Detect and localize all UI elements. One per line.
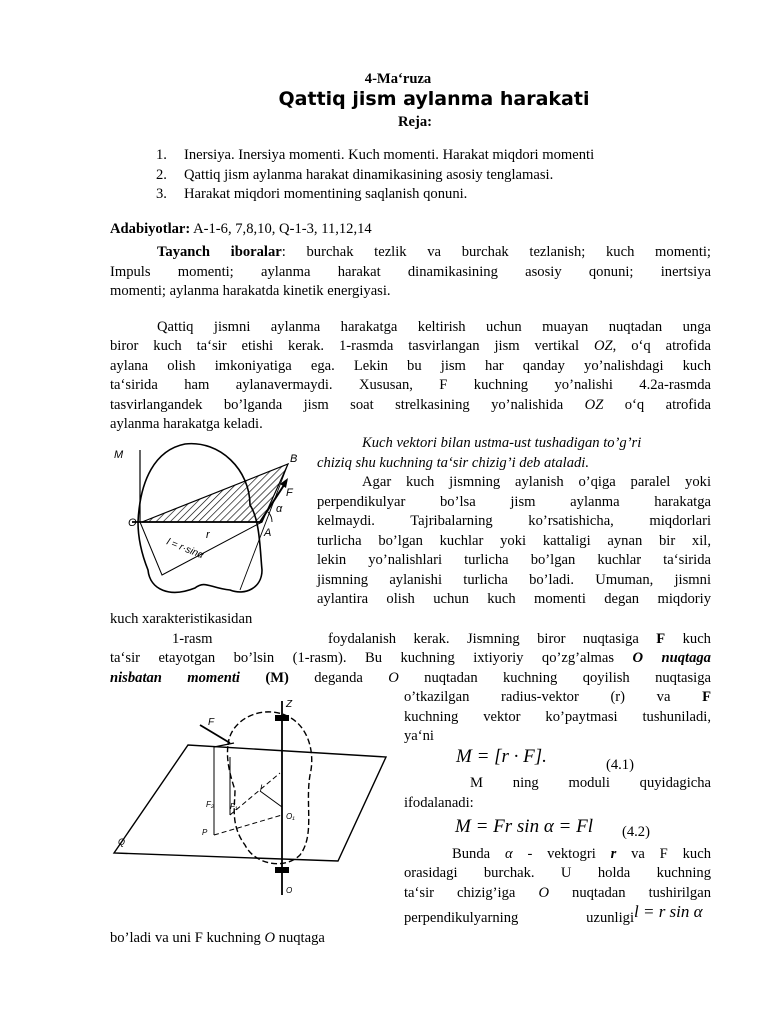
label-a: A [264, 527, 272, 539]
figure-1-diagram [110, 440, 318, 600]
para5-line-1: Bunda α - vektogri r va F kuch [452, 846, 711, 862]
para2-line-8: kuch xarakteristikasidan [110, 611, 253, 627]
label-f: F [286, 487, 293, 499]
para5-line-4: perpendikulyarning uzunligi [404, 910, 634, 926]
label-o: O [128, 517, 137, 529]
para1-line-1: Qattiq jismni aylanma harakatga keltirish uchun muayan nuqtadan unga [157, 319, 711, 335]
keywords-line-3: momenti; aylanma harakatda kinetik energiyasi. [110, 283, 391, 299]
para3-line-4: o’tkazilgan radius-vektor (r) va F [404, 689, 711, 705]
para3-line-1: foydalanish kerak. Jismning biror nuqtasiga F kuch [328, 631, 711, 647]
para2-line-2: perpendikulyar bo’lsa jism aylanma harakatga [317, 494, 711, 510]
label-f2: F₂ [206, 800, 214, 809]
para2-line-4: turlicha bo’lgan kuchlar yoki kattaligi aynan bir xil, [317, 533, 711, 549]
formula-4-1: M = [r · F]. [456, 746, 547, 767]
para3-line-3: nisbatan momenti (M) deganda O nuqtadan kuchning qoyilish nuqtasiga [110, 670, 712, 686]
para1-line-2: biror kuch ta‘sir etishi kerak. 1-rasmda tasvirlangan jism vertikal OZ, o‘q atrofida [110, 338, 711, 354]
para1-line-4: ta‘sirida ham aylanavermaydi. Xususan, F kuchning yo’nalishi 4.2a-rasmda [110, 377, 711, 393]
label-l: l [260, 783, 262, 793]
para2-line-3: kelmaydi. Tajribalarning ko’rsatishicha, miqdorlari [317, 513, 711, 529]
keywords-line-1: Tayanch iboralar: burchak tezlik va burchak tezlanish; kuch momenti; [157, 244, 711, 260]
plan-heading: Reja: [397, 114, 433, 130]
label-p: P [202, 828, 208, 837]
para1-line-6: aylanma harakatga keladi. [110, 416, 263, 432]
para2-line-5: lekin yo’nalishlari turlicha bo’lgan kuchlar ta‘sirida [317, 552, 711, 568]
para4-line-2: ifodalanadi: [404, 795, 474, 811]
label-f: F [208, 717, 215, 728]
label-alpha: α [276, 503, 283, 515]
label-q: Q [118, 837, 126, 847]
lecture-number: 4-Ma‘ruza [364, 71, 432, 87]
label-r: r [206, 529, 210, 541]
para5-line-5: bo’ladi va uni F kuchning O nuqtaga [110, 930, 325, 946]
para2-line-6: jismning aylanishi turlicha bo’ladi. Umuman, jismni [317, 572, 711, 588]
plan-list [156, 146, 716, 205]
para1-line-3: aylana olish imkoniyatiga ega. Lekin bu jism har qanday yo’nalishdagi kuch [110, 358, 711, 374]
page-title: Qattiq jism aylanma harakati [278, 88, 590, 110]
definition-line-1: Kuch vektori bilan ustma-ust tushadigan to’g’ri [362, 435, 642, 451]
para3-line-5: kuchning vektor ko’paytmasi tushuniladi, [404, 709, 711, 725]
label-o1: O₁ [286, 812, 295, 821]
plane-q [114, 745, 386, 861]
formula-4-2-number: (4.2) [622, 824, 650, 840]
label-l-eq: l = r·sinα [164, 536, 205, 562]
literature-line: Adabiyotlar: A-1-6, 7,8,10, Q-1-3, 11,12,14 [110, 221, 372, 237]
figure-1-caption: 1-rasm [172, 631, 213, 647]
keywords-line-2: Impuls momenti; aylanma harakat dinamikasining asosiy qonuni; inertsiya [110, 264, 711, 280]
list-item: 1. Inersiya. Inersiya momenti. Kuch momenti. Harakat miqdori momenti [156, 147, 595, 163]
para5-line-3: ta‘sir chizig’iga O nuqtadan tushirilgan [404, 885, 711, 901]
formula-4-2: M = Fr sin α = Fl [455, 816, 594, 837]
label-m: M [114, 449, 124, 461]
para3-line-2: ta‘sir etayotgan bo’lsin (1-rasm). Bu kuchning ixtiyoriy qo’zg’almas O nuqtaga [110, 650, 711, 666]
para4-line-1: M ning moduli quyidagicha [470, 775, 711, 791]
para2-line-7: aylantira olish uchun kuch momenti degan miqdoriy [317, 591, 711, 607]
list-item: 3. Harakat miqdori momentining saqlanish qonuni. [156, 186, 468, 202]
label-o: O [286, 886, 293, 895]
formula-4-1-number: (4.1) [606, 757, 634, 773]
definition-line-2: chiziq shu kuchning ta‘sir chizig’i deb ataladi. [317, 455, 589, 471]
label-z: Z [286, 699, 293, 710]
formula-l: l = r sin α [634, 902, 703, 921]
body-outline [227, 712, 311, 864]
figure-2-diagram [110, 695, 392, 910]
list-item: 2. Qattiq jism aylanma harakat dinamikasining asosiy tenglamasi. [156, 166, 554, 183]
label-f1: F₁ [230, 802, 238, 811]
para1-line-5: tasvirlangandek bo’lganda jism soat strelkasining yo’nalishida OZ o‘q atrofida [110, 397, 711, 413]
label-b: B [290, 453, 298, 465]
para5-line-2: orasidagi burchak. U holda kuchning [404, 865, 711, 881]
para2-line-1: Agar kuch jismning aylanish o’qiga paralel yoki [362, 474, 711, 490]
para3-line-6: ya‘ni [404, 728, 434, 744]
